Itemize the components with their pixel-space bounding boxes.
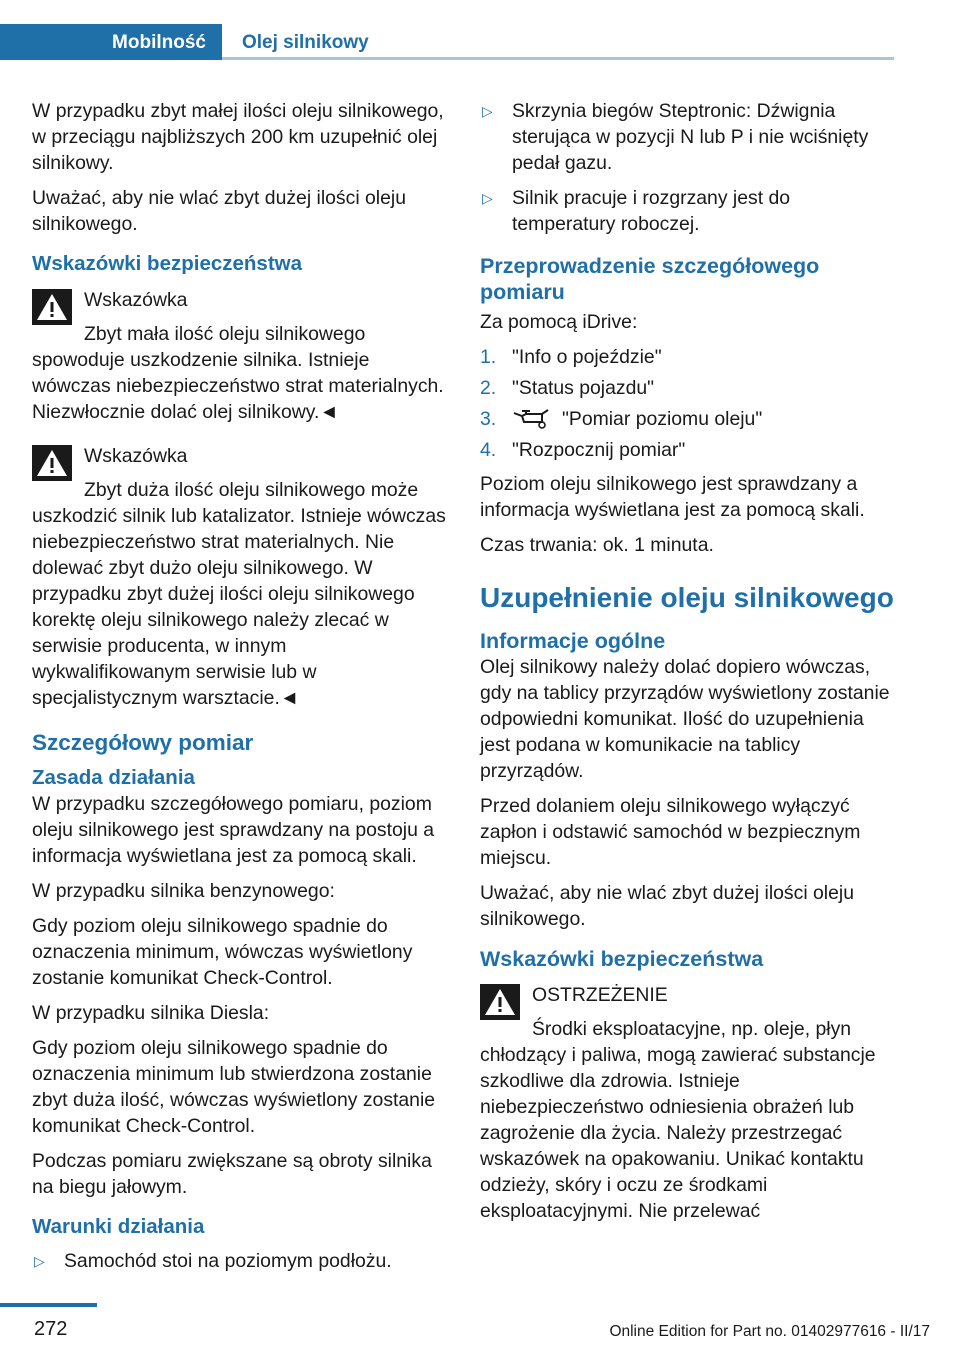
step-item: 3. "Pomiar poziomu oleju" bbox=[480, 408, 763, 430]
tab-engine-oil[interactable]: Olej silnikowy bbox=[222, 24, 894, 60]
paragraph: Olej silnikowy należy dolać dopiero wówczas, gdy na tablicy przyrządów wyświetlony zostanie odpowiedni komunikat. Ilość do uzupełnienia jest podana w komunikacie na tablicy przyrządów. bbox=[480, 656, 890, 782]
warning-triangle-icon bbox=[480, 984, 520, 1020]
paragraph: Uważać, aby nie wlać zbyt dużej ilości oleju silnikowego. bbox=[32, 187, 406, 235]
safety-heading: Wskazówki bezpieczeństwa bbox=[32, 252, 303, 275]
right-column bbox=[480, 98, 894, 1242]
edition-note: Online Edition for Part no. 01402977616 - II/17 bbox=[609, 1323, 930, 1340]
warning-text: Zbyt duża ilość oleju silnikowego może uszkodzić silnik lub katalizator. Istnieje wówczas niebezpieczeństwo strat materialnych. Nie dolewać zbyt dużo oleju silnikowego. W przypadku zbyt dużej ilości oleju silnikowego korektę oleju silnikowego należy zlecać w serwisie producenta, w innym wykwalifikowanym serwisie lub w specjalistycznym warsztacie.◄ bbox=[32, 479, 446, 709]
warning-triangle-icon bbox=[32, 445, 72, 481]
paragraph: W przypadku silnika Diesla: bbox=[32, 1002, 270, 1024]
step-item: 4. "Rozpocznij pomiar" bbox=[480, 439, 686, 461]
safety-heading: Wskazówki bezpieczeństwa bbox=[480, 947, 764, 971]
warning-box bbox=[32, 443, 446, 711]
footer-accent-bar bbox=[0, 1303, 97, 1307]
paragraph: Przed dolaniem oleju silnikowego wyłączyć zapłon i odstawić samochód w bezpiecznym miejscu. bbox=[480, 795, 861, 869]
paragraph: Uważać, aby nie wlać zbyt dużej ilości oleju silnikowego. bbox=[480, 882, 854, 930]
list-item: ▷ Skrzynia biegów Steptronic: Dźwignia sterująca w pozycji N lub P i nie wciśnięty pedał gazu. bbox=[482, 100, 869, 174]
oil-can-icon bbox=[512, 407, 552, 429]
warning-box bbox=[480, 982, 894, 1224]
general-info-heading: Informacje ogólne bbox=[480, 629, 666, 653]
conditions-list-cont bbox=[480, 98, 894, 237]
warning-text: Środki eksploatacyjne, np. oleje, płyn chłodzący i paliwa, mogą zawierać substancje szkodliwe dla zdrowia. Istnieje niebezpieczeństwo odniesienia obrażeń lub zagrożenie dla życia. Należy przestrzegać wskazówek na opakowaniu. Unikać kontaktu odzieży, skóry i oczu ze środkami eksploatacyjnymi. Nie przelewać bbox=[480, 1018, 876, 1222]
procedure-heading: Przeprowadzenie szczegółowego pomiaru bbox=[480, 254, 820, 304]
paragraph: Gdy poziom oleju silnikowego spadnie do oznaczenia minimum lub stwierdzona zostanie zbyt duża ilość, wówczas wyświetlony zostanie komunikat Check-Control. bbox=[32, 1037, 436, 1137]
list-item: ▷ Silnik pracuje i rozgrzany jest do temperatury roboczej. bbox=[482, 187, 791, 235]
steps-list bbox=[480, 344, 894, 463]
paragraph: Podczas pomiaru zwiększane są obroty silnika na biegu jałowym. bbox=[32, 1150, 432, 1198]
conditions-list bbox=[32, 1248, 446, 1274]
warning-title: OSTRZEŻENIE bbox=[532, 984, 668, 1006]
paragraph: W przypadku silnika benzynowego: bbox=[32, 880, 335, 902]
detailed-measurement-heading: Szczegółowy pomiar bbox=[32, 730, 254, 755]
refill-heading: Uzupełnienie oleju silnikowego bbox=[480, 582, 894, 613]
paragraph: Za pomocą iDrive: bbox=[480, 311, 638, 333]
paragraph: W przypadku szczegółowego pomiaru, poziom oleju silnikowego jest sprawdzany na postoju a informacja wyświetlana jest za pomocą skali. bbox=[32, 793, 435, 867]
triangle-bullet-icon: ▷ bbox=[34, 1253, 45, 1269]
paragraph: Poziom oleju silnikowego jest sprawdzany a informacja wyświetlana jest za pomocą skali. bbox=[480, 473, 865, 521]
warning-title: Wskazówka bbox=[84, 445, 188, 467]
list-item: ▷ Samochód stoi na poziomym podłożu. bbox=[34, 1250, 392, 1272]
paragraph: Gdy poziom oleju silnikowego spadnie do oznaczenia minimum, wówczas wyświetlony zostanie komunikat Check-Control. bbox=[32, 915, 413, 989]
paragraph: Czas trwania: ok. 1 minuta. bbox=[480, 534, 714, 556]
page-number: 272 bbox=[34, 1318, 68, 1340]
left-column bbox=[32, 98, 446, 1283]
step-item: 2. "Status pojazdu" bbox=[480, 377, 655, 399]
principle-heading: Zasada działania bbox=[32, 766, 195, 789]
warning-box bbox=[32, 287, 446, 425]
triangle-bullet-icon: ▷ bbox=[482, 103, 493, 119]
step-item: 1. "Info o pojeździe" bbox=[480, 346, 662, 368]
warning-text: Zbyt mała ilość oleju silnikowego spowoduje uszkodzenie silnika. Istnieje wówczas niebezpieczeństwo strat materialnych. Niezwłocznie dolać olej silnikowy.◄ bbox=[32, 323, 444, 423]
tab-mobility[interactable]: Mobilność bbox=[0, 24, 222, 60]
warning-title: Wskazówka bbox=[84, 289, 188, 311]
warning-triangle-icon bbox=[32, 289, 72, 325]
paragraph: W przypadku zbyt małej ilości oleju silnikowego, w przeciągu najbliższych 200 km uzupełnić olej silnikowy. bbox=[32, 100, 444, 174]
triangle-bullet-icon: ▷ bbox=[482, 190, 493, 206]
conditions-heading: Warunki działania bbox=[32, 1215, 205, 1238]
